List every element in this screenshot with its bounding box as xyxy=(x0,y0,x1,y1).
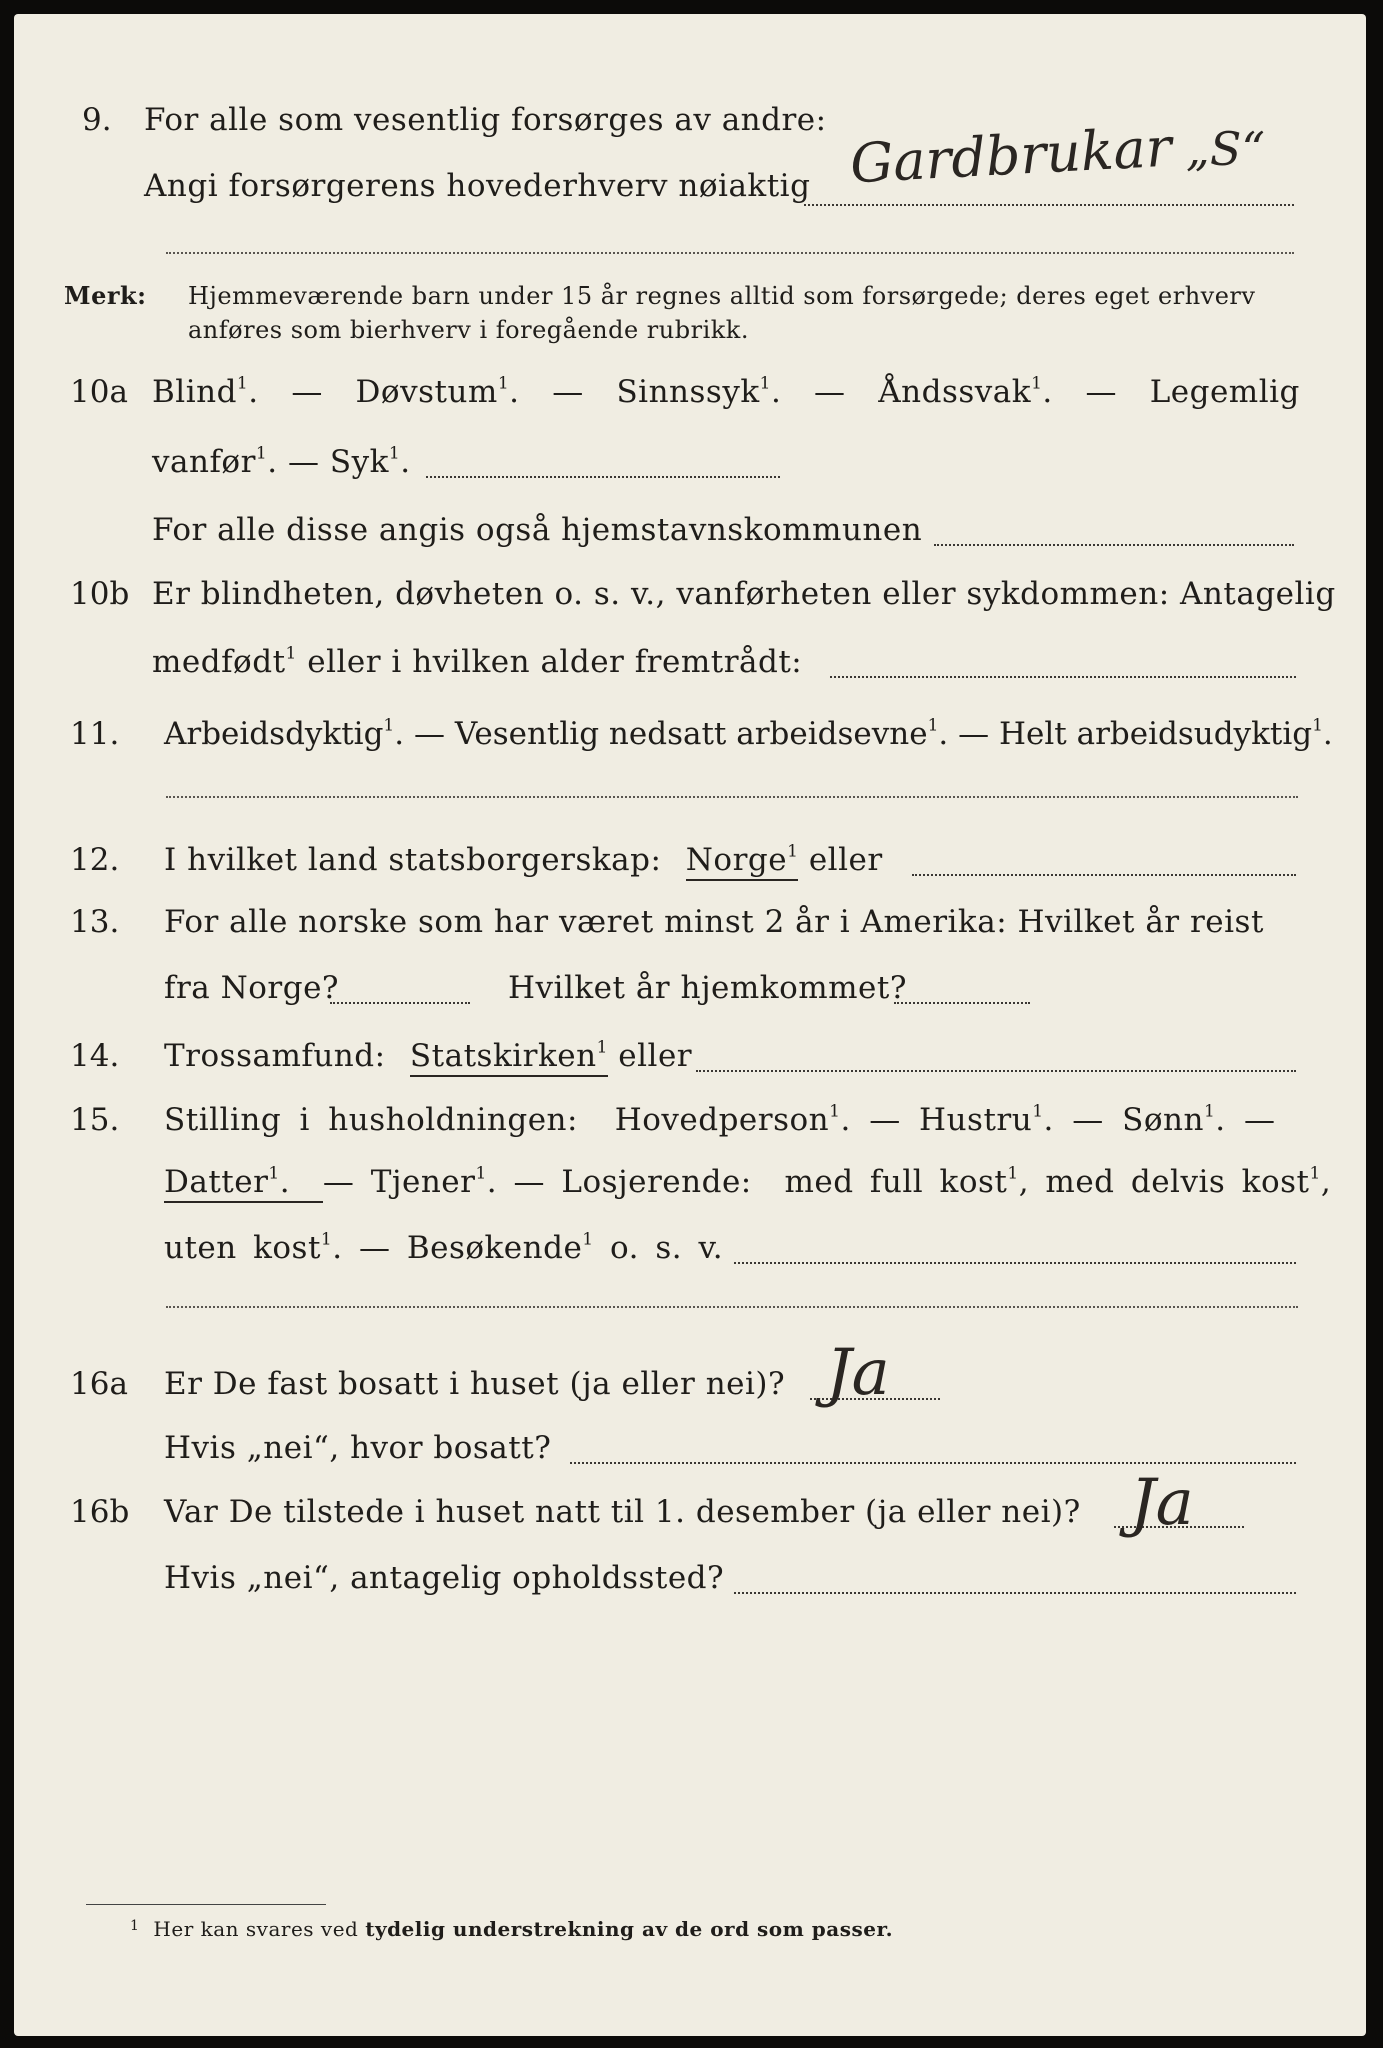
q14-line: Trossamfund: Statskirken$^1$ eller xyxy=(164,1036,692,1076)
q16a-line1: Er De fast bosatt i huset (ja eller nei)? xyxy=(164,1366,786,1402)
q10b-line1: Er blindheten, døvheten o. s. v., vanførheten eller sykdommen: Antagelig xyxy=(152,576,1336,612)
option-hustru: Hustru xyxy=(919,1102,1033,1138)
q15-extra-line xyxy=(166,1306,1298,1308)
q16a-number: 16a xyxy=(70,1366,128,1402)
option-tjener: Tjener xyxy=(370,1164,476,1200)
option-vanfor: vanfør xyxy=(152,444,256,480)
option-med-delvis-kost: med delvis kost xyxy=(1045,1164,1310,1200)
option-arbeidsdyktig: Arbeidsdyktig xyxy=(164,716,384,752)
footnote-rule xyxy=(86,1904,326,1905)
option-besokende: Besøkende xyxy=(406,1230,583,1266)
q15-line1: Stilling i husholdningen: Hovedperson$^1$. — Hustru$^1$. — Sønn$^1$. — xyxy=(164,1101,1276,1138)
q16a-bosatt-line xyxy=(570,1462,1296,1464)
option-hovedperson: Hovedperson xyxy=(614,1102,830,1138)
q9-line2: Angi forsørgerens hovederhverv nøiaktig xyxy=(144,168,811,204)
option-nedsatt: Vesentlig nedsatt arbeidsevne xyxy=(454,716,928,752)
option-legemlig: Legemlig xyxy=(1149,374,1300,410)
q11-number: 11. xyxy=(70,716,120,752)
merk-line1: Hjemmeværende barn under 15 år regnes alltid som forsørgede; deres eget erhverv xyxy=(188,282,1256,310)
q16b-handwritten-answer: Ja xyxy=(1130,1466,1194,1540)
option-dovstum: Døvstum xyxy=(355,374,498,410)
q16b-number: 16b xyxy=(70,1494,130,1530)
q10a-line1: Blind$^1$. — Døvstum$^1$. — Sinnssyk$^1$. — Åndssvak$^1$. — Legemlig xyxy=(152,373,1300,410)
q9-number: 9. xyxy=(82,102,112,138)
q9-answer-line xyxy=(804,204,1294,206)
option-sinnssyk: Sinnssyk xyxy=(616,374,760,410)
q15-line3: uten kost$^1$. — Besøkende$^1$ o. s. v. xyxy=(164,1229,724,1266)
q14-number: 14. xyxy=(70,1038,120,1074)
q14-other-line xyxy=(696,1070,1296,1072)
merk-line2: anføres som bierhverv i foregående rubrikk. xyxy=(188,316,749,344)
form-page xyxy=(14,14,1366,2036)
option-blind: Blind xyxy=(152,374,237,410)
merk-label: Merk: xyxy=(64,281,147,310)
q10b-line2: medfødt$^1$ eller i hvilken alder fremtrådt: xyxy=(152,643,803,680)
q16b-opholdssted-line xyxy=(734,1592,1296,1594)
q15-line2: Datter$^1$. — Tjener$^1$. — Losjerende: med full kost$^1$, med delvis kost$^1$, xyxy=(164,1162,1331,1202)
q10a-syk-line xyxy=(426,476,780,478)
q13-line2b: Hvilket år hjemkommet? xyxy=(508,970,907,1006)
q10a-number: 10a xyxy=(70,374,128,410)
option-uten-kost: uten kost xyxy=(164,1230,321,1266)
option-statskirken-underlined: Statskirken$^1$ xyxy=(410,1038,608,1077)
option-udyktig: Helt arbeidsudyktig xyxy=(998,716,1313,752)
option-norge-underlined: Norge$^1$ xyxy=(686,842,799,881)
q9-handwritten-mark: „S“ xyxy=(1186,122,1265,176)
q12-line: I hvilket land statsborgerskap: Norge$^1$ eller xyxy=(164,840,883,880)
q9-handwritten-answer: Gardbrukar xyxy=(848,115,1174,196)
q13-line2a: fra Norge? xyxy=(164,970,340,1006)
q10b-answer-line xyxy=(830,676,1296,678)
q16a-handwritten-answer: Ja xyxy=(826,1336,890,1410)
q13-hjemkommet-line xyxy=(894,1002,1030,1004)
option-syk: Syk xyxy=(329,444,389,480)
option-andssvak: Åndssvak xyxy=(878,374,1032,410)
q12-other-line xyxy=(912,874,1296,876)
q11-extra-line xyxy=(166,796,1298,798)
q13-line1: For alle norske som har været minst 2 år i Amerika: Hvilket år reist xyxy=(164,904,1264,940)
q15-other-line xyxy=(734,1262,1296,1264)
option-datter-underlined: Datter$^1$. xyxy=(164,1164,323,1203)
q10a-line2: vanfør$^1$. — Syk$^1$. xyxy=(152,443,411,480)
q10b-number: 10b xyxy=(70,576,130,612)
footnote: $^1$ Her kan svares ved tydelig understrekning av de ord som passer. xyxy=(130,1917,894,1941)
q16b-line1: Var De tilstede i huset natt til 1. desember (ja eller nei)? xyxy=(164,1494,1081,1530)
option-med-full-kost: med full kost xyxy=(784,1164,1008,1200)
q10a-line3: For alle disse angis også hjemstavnskommunen xyxy=(152,512,923,548)
option-sonn: Sønn xyxy=(1122,1102,1204,1138)
q16a-line2: Hvis „nei“, hvor bosatt? xyxy=(164,1430,552,1466)
q11-line: Arbeidsdyktig$^1$. — Vesentlig nedsatt arbeidsevne$^1$. — Helt arbeidsudyktig$^1$. xyxy=(164,715,1333,752)
q9-line1: For alle som vesentlig forsørges av andre: xyxy=(144,102,827,138)
q13-number: 13. xyxy=(70,904,120,940)
q12-number: 12. xyxy=(70,842,120,878)
q9-extra-line xyxy=(166,252,1294,254)
q16b-line2: Hvis „nei“, antagelig opholdssted? xyxy=(164,1560,725,1596)
q13-reist-line xyxy=(330,1002,470,1004)
q15-number: 15. xyxy=(70,1102,120,1138)
q10a-hjemstavn-line xyxy=(934,544,1294,546)
